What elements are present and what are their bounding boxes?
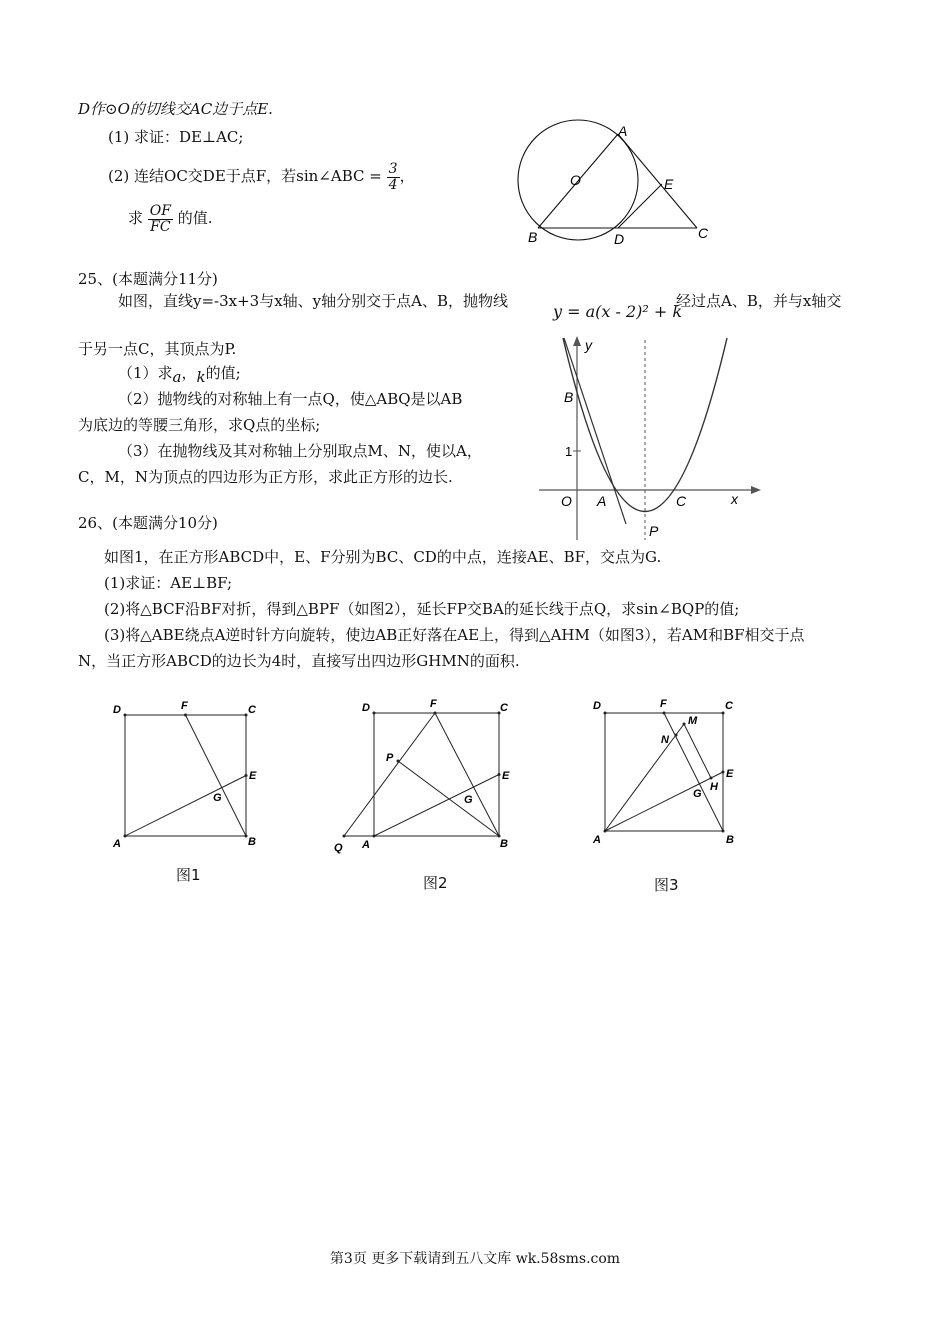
label-x: x xyxy=(731,491,738,507)
fig3-label-h: H xyxy=(710,781,718,793)
q24-part2-frac-num: 3 xyxy=(388,161,398,177)
q25-intro1-end: 经过点A、B，并与x轴交 xyxy=(676,292,842,310)
square-abcd xyxy=(125,715,246,836)
point-h xyxy=(710,777,713,780)
fig1-label-d: D xyxy=(113,704,121,716)
q26-figure1 xyxy=(105,695,265,855)
point-a xyxy=(373,835,376,838)
label-o: O xyxy=(561,493,572,509)
q25-part1-post: 的值; xyxy=(205,364,241,382)
point-n xyxy=(675,734,678,737)
segment-mh xyxy=(684,724,711,778)
q25-heading: 25、(本题满分11分) xyxy=(78,270,218,288)
fig2-label-g: G xyxy=(464,794,473,806)
point-d xyxy=(604,712,607,715)
fig2-label-c: C xyxy=(500,702,508,714)
q26-intro: 如图1，在正方形ABCD中，E、F分别为BC、CD的中点，连接AE、BF，交点为G. xyxy=(104,548,662,566)
q25-part1-pre: （1）求 xyxy=(118,364,173,382)
q26-figure2-caption: 图2 xyxy=(423,874,448,892)
fig2-label-d: D xyxy=(362,702,370,714)
q25-part1-k: k xyxy=(196,368,206,386)
fig1-label-c: C xyxy=(248,704,256,716)
q25-part3a: （3）在抛物线及其对称轴上分别取点M、N，使以A， xyxy=(118,442,482,460)
q26-heading: 26、(本题满分10分) xyxy=(78,514,218,532)
fig3-label-c: C xyxy=(725,700,733,712)
fig3-label-d: D xyxy=(593,700,601,712)
q25-part1-a: a xyxy=(172,368,182,386)
q24-ask-post: 的值. xyxy=(177,209,213,228)
label-a: A xyxy=(597,493,607,509)
label-b: B xyxy=(528,229,538,245)
point-e xyxy=(245,774,248,777)
point-e xyxy=(498,773,501,776)
fig1-label-b: B xyxy=(248,836,256,848)
fig2-label-b: B xyxy=(500,838,508,850)
q24-part2 xyxy=(108,162,415,192)
point-b xyxy=(722,830,725,833)
point-q xyxy=(343,835,346,838)
point-f xyxy=(434,712,437,715)
fig3-label-a: A xyxy=(593,834,601,846)
fig3-label-m: M xyxy=(688,715,698,727)
fig2-label-q: Q xyxy=(334,842,343,854)
segment-bf xyxy=(664,713,723,831)
q24-part2-fraction xyxy=(387,162,400,192)
q25-part1 xyxy=(118,364,241,386)
q24-circle-figure xyxy=(500,118,730,253)
q25-part3b: C，M，N为顶点的四边形为正方形，求此正方形的边长. xyxy=(78,468,453,486)
point-p xyxy=(397,760,400,763)
q26-figure2 xyxy=(330,693,520,858)
fig2-label-f: F xyxy=(430,698,437,710)
segment-qf xyxy=(344,713,435,836)
segment-pb xyxy=(398,761,499,836)
square-abcd xyxy=(374,713,499,836)
fig3-label-f: F xyxy=(660,698,667,710)
q25-intro1: 如图，直线y=-3x+3与x轴、y轴分别交于点A、B，抛物线 xyxy=(118,292,509,310)
q25-part2b: 为底边的等腰三角形，求Q点的坐标; xyxy=(78,416,321,434)
point-a xyxy=(604,830,607,833)
label-o: O xyxy=(570,172,581,188)
segment-ae xyxy=(125,776,246,837)
point-d xyxy=(124,714,127,717)
q25-graph xyxy=(535,330,775,542)
fig2-label-e: E xyxy=(502,770,510,782)
point-f xyxy=(184,714,187,717)
q24-line1: D作⊙O的切线交AC边于点E. xyxy=(78,100,273,118)
segment-ae xyxy=(374,775,499,837)
q24-part2-end: ， xyxy=(399,167,415,186)
fig3-label-b: B xyxy=(726,834,734,846)
q26-figure1-caption: 图1 xyxy=(176,866,201,884)
q25-intro2: 于另一点C，其顶点为P. xyxy=(78,340,237,358)
fig3-label-e: E xyxy=(726,768,734,780)
q25-part2a: （2）抛物线的对称轴上有一点Q，使△ABQ是以AB xyxy=(118,390,463,408)
q24-part1: (1) 求证：DE⊥AC; xyxy=(108,128,244,146)
label-one: 1 xyxy=(565,444,573,459)
q24-ask-frac-den: FC xyxy=(150,218,171,235)
q26-part3a: (3)将△ABE绕点A逆时针方向旋转，使边AB正好落在AE上，得到△AHM（如图3），若AM和BF相交于点 xyxy=(104,626,805,644)
point-e xyxy=(722,771,725,774)
q26-figure3 xyxy=(585,693,755,858)
q24-ask-pre: 求 xyxy=(128,209,144,228)
fig3-label-n: N xyxy=(661,734,669,746)
label-d: D xyxy=(614,231,625,247)
segment-bf xyxy=(186,715,247,836)
q24-ask-fraction xyxy=(148,204,173,234)
square-abcd xyxy=(605,713,723,831)
fig1-label-a: A xyxy=(113,838,121,850)
x-axis-arrow xyxy=(751,486,761,494)
q26-part1: (1)求证：AE⊥BF; xyxy=(104,574,233,592)
point-d xyxy=(373,712,376,715)
fig1-label-f: F xyxy=(181,700,188,712)
segment-ac xyxy=(618,134,697,228)
label-b: B xyxy=(564,389,574,405)
q26-part2: (2)将△BCF沿BF对折，得到△BPF（如图2），延长FP交BA的延长线于点Q，求sin∠BQP的值; xyxy=(104,600,740,618)
q26-part3b: N，当正方形ABCD的边长为4时，直接写出四边形GHMN的面积. xyxy=(78,652,520,670)
page-footer: 第3页 更多下载请到五八文库 wk.58sms.com xyxy=(329,1251,621,1267)
fig2-label-p: P xyxy=(386,752,394,764)
q24-ask-frac-num: OF xyxy=(149,203,171,219)
q24-part2-frac-den: 4 xyxy=(388,176,398,193)
q24-ask xyxy=(128,204,213,234)
label-a: A xyxy=(618,123,628,139)
q26-figure3-caption: 图3 xyxy=(654,876,679,894)
q24-part2-text: (2) 连结OC交DE于点F，若sin∠ABC = xyxy=(108,167,382,186)
fig1-label-g: G xyxy=(213,792,222,804)
fig3-label-g: G xyxy=(693,788,702,800)
label-y: y xyxy=(585,337,592,353)
point-m xyxy=(683,723,686,726)
label-e: E xyxy=(664,176,674,192)
point-a xyxy=(124,835,127,838)
label-c: C xyxy=(698,225,709,241)
label-c: C xyxy=(676,493,687,509)
q25-formula: y = a(x - 2)² + k xyxy=(553,302,683,321)
label-p: P xyxy=(649,523,659,539)
fig1-label-e: E xyxy=(249,770,257,782)
point-f xyxy=(663,712,666,715)
q25-part1-sep: ， xyxy=(181,364,197,382)
segment-de xyxy=(618,184,662,228)
segment-ae xyxy=(605,772,723,831)
y-axis-arrow xyxy=(573,336,581,346)
line-ab xyxy=(564,338,626,524)
fig2-label-a: A xyxy=(362,839,370,851)
segment-am xyxy=(605,724,684,831)
segment-fb xyxy=(435,713,499,836)
